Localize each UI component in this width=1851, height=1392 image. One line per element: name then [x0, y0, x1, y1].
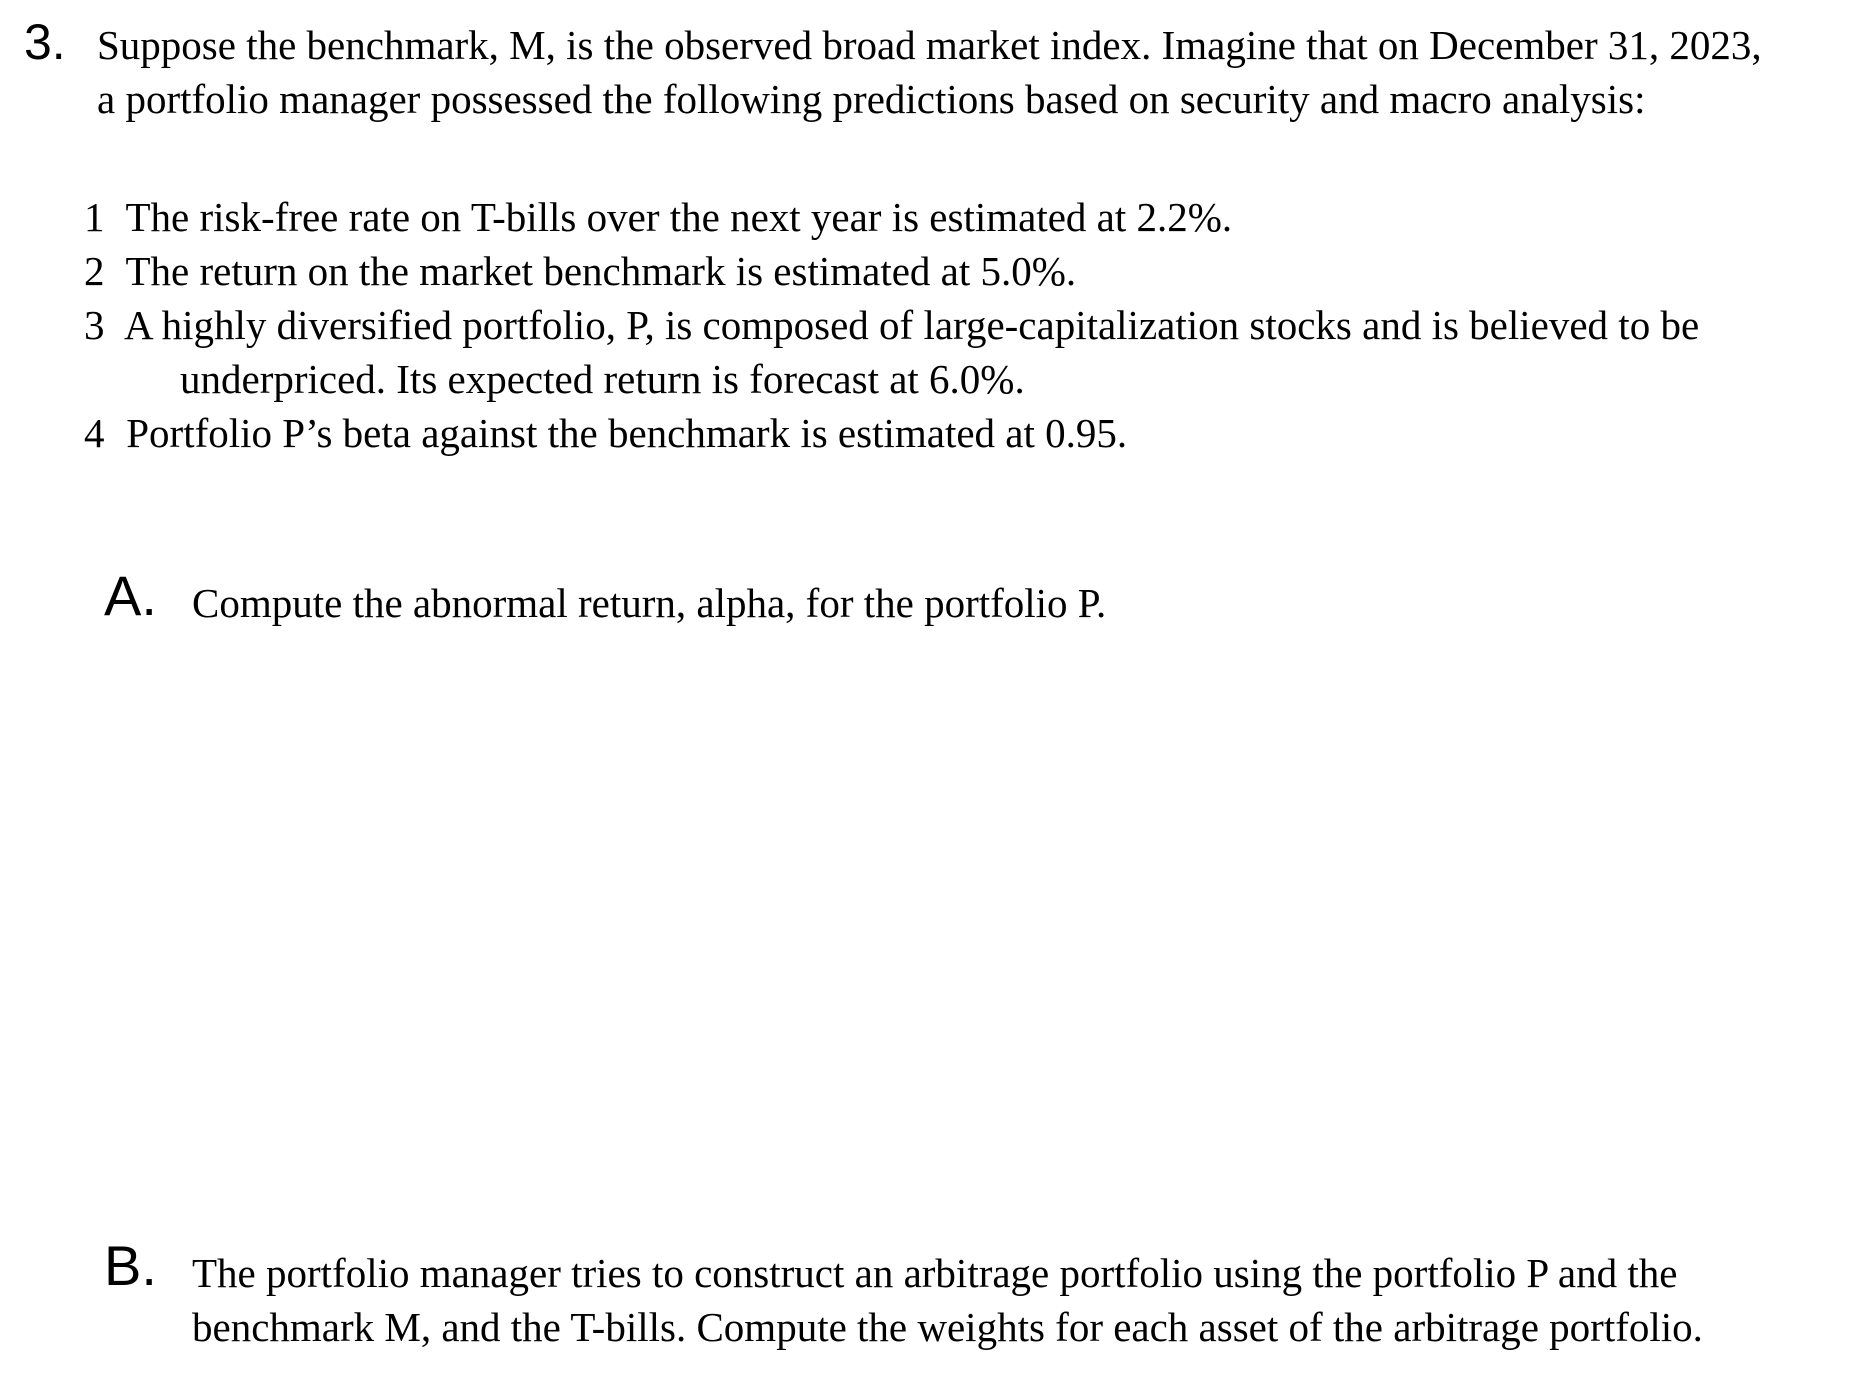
part-a	[104, 564, 1824, 630]
item-number: 1	[84, 194, 105, 240]
list-item	[84, 406, 1804, 460]
item-text: The return on the market benchmark is estimated at 5.0%.	[125, 248, 1077, 294]
part-b-label: B.	[104, 1234, 157, 1297]
part-b-text: The portfolio manager tries to construct an arbitrage portfolio using the portfolio P and the benchmark M, and the T-bills. Compute the weights for each asset of the arbitrage portfolio.	[192, 1250, 1703, 1350]
question-3	[24, 14, 1804, 126]
question-prompt: Suppose the benchmark, M, is the observed broad market index. Imagine that on December 31, 2023, a portfolio manager possessed the following predictions based on security and macro analysis:	[97, 22, 1762, 122]
list-item	[84, 298, 1804, 406]
list-item	[84, 190, 1804, 244]
item-text: Portfolio P’s beta against the benchmark is estimated at 0.95.	[126, 410, 1128, 456]
item-text: The risk-free rate on T-bills over the next year is estimated at 2.2%.	[125, 194, 1233, 240]
item-number: 3	[84, 302, 105, 348]
part-a-label: A.	[104, 564, 157, 627]
item-text: A highly diversified portfolio, P, is composed of large-capitalization stocks and is believed to be underpriced. Its expected return is forecast at 6.0%.	[124, 302, 1700, 402]
question-number: 3.	[24, 14, 66, 70]
part-a-text: Compute the abnormal return, alpha, for the portfolio P.	[192, 580, 1107, 626]
prediction-list	[84, 190, 1804, 460]
item-number: 4	[84, 410, 105, 456]
part-b	[104, 1234, 1824, 1354]
list-item	[84, 244, 1804, 298]
item-number: 2	[84, 248, 105, 294]
